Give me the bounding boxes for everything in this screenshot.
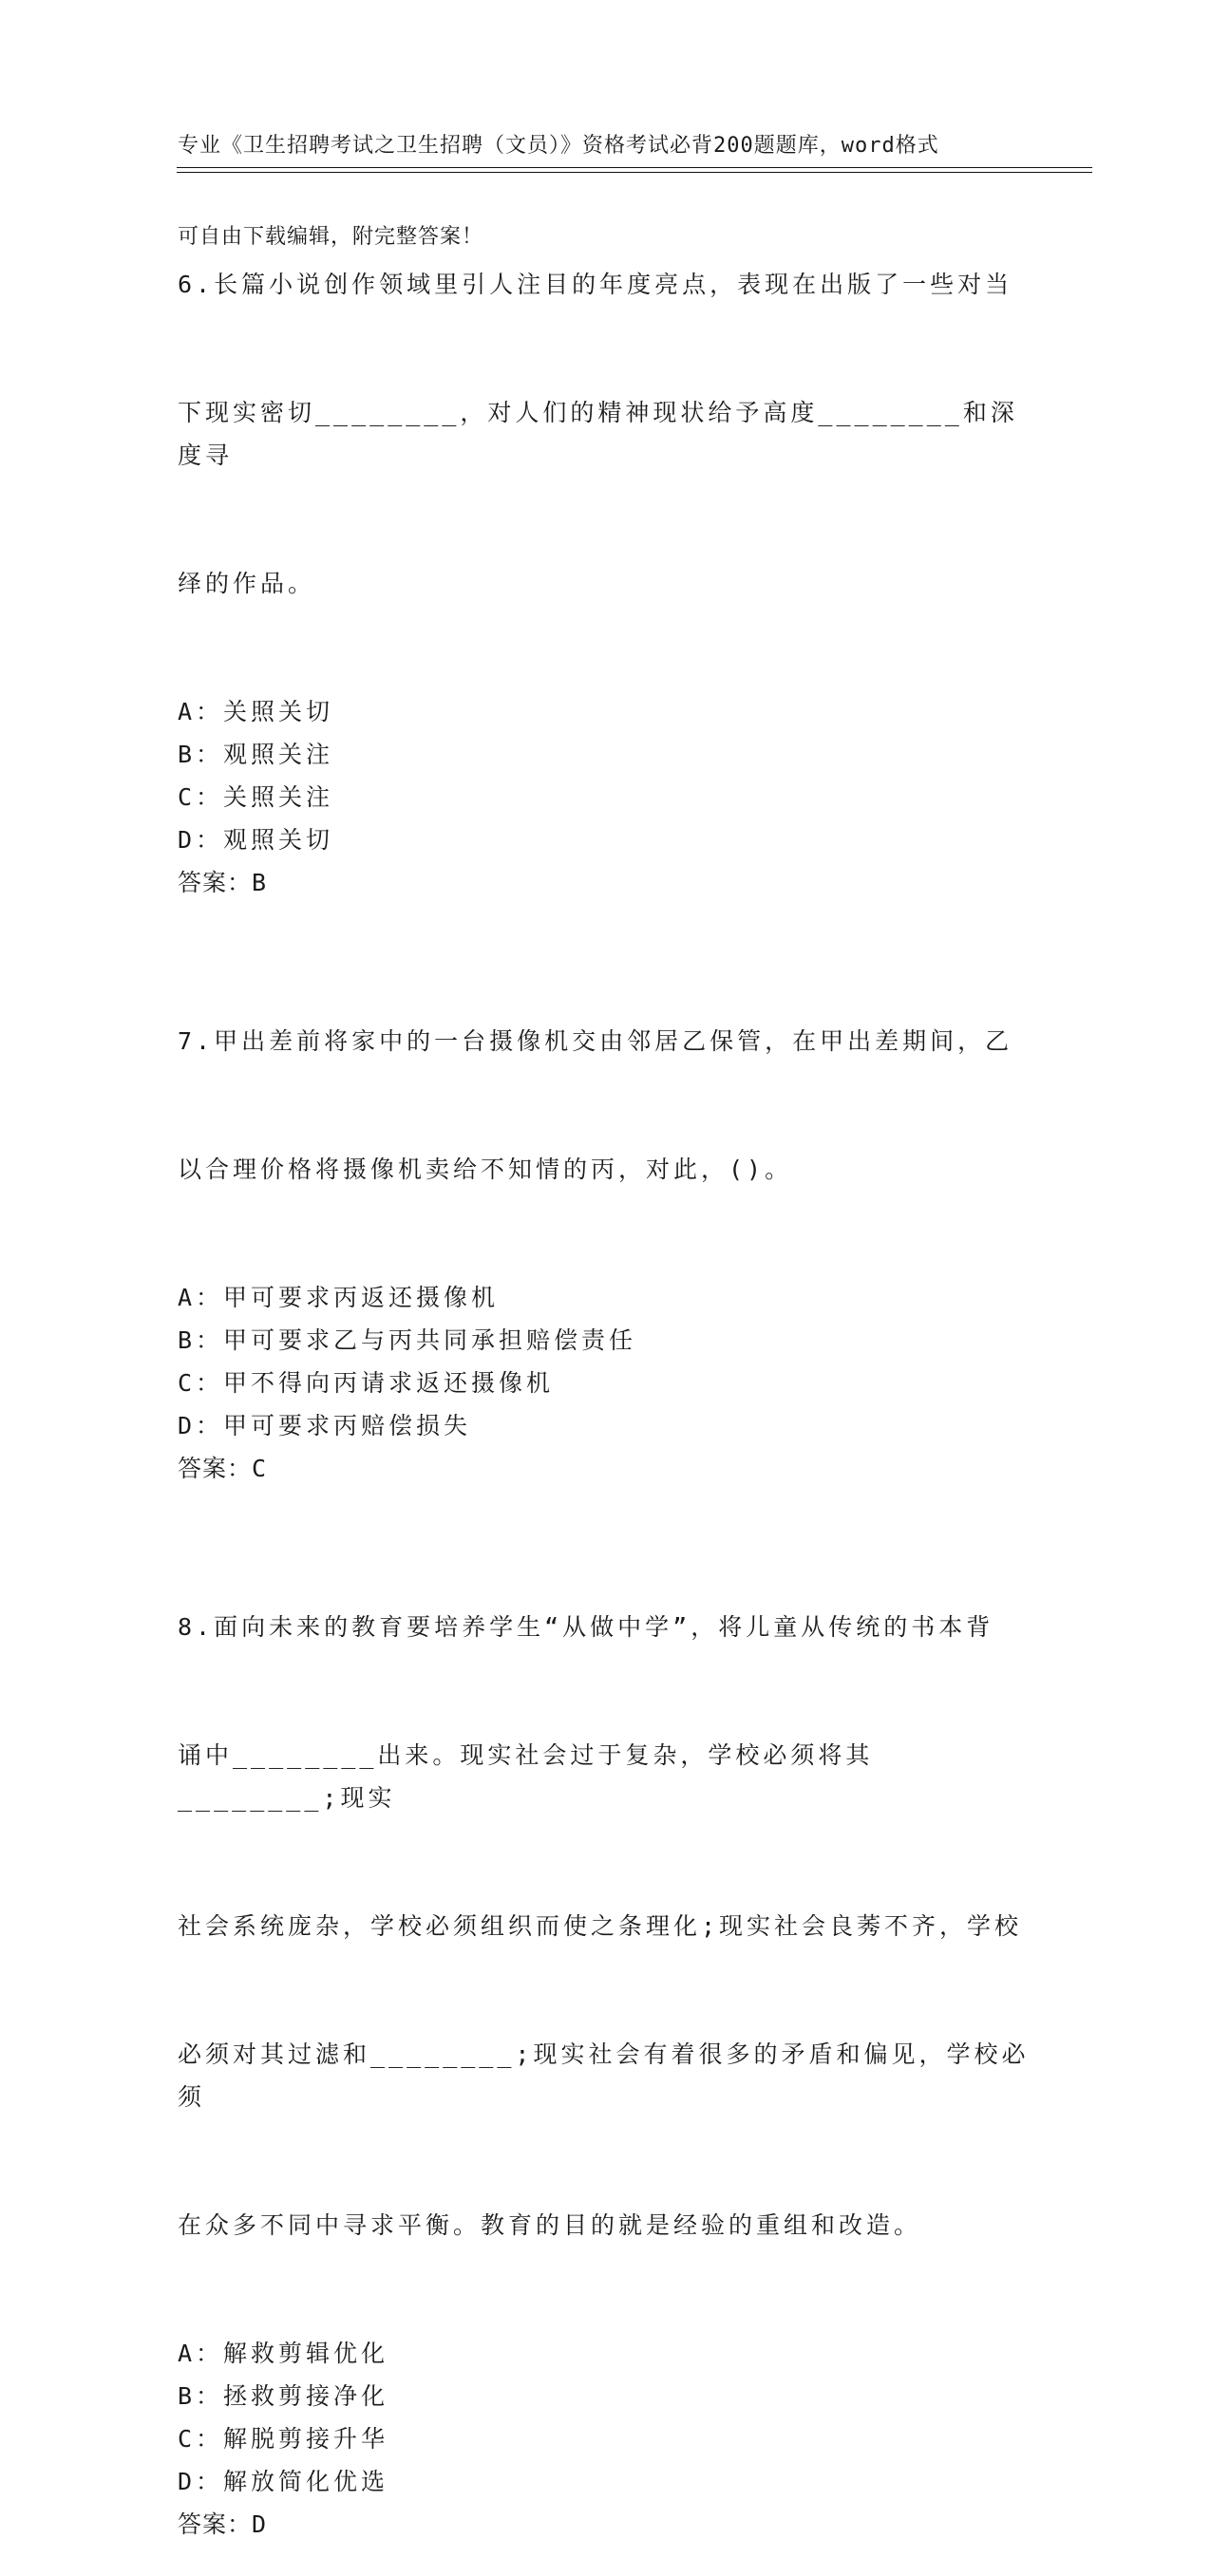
option-a: A：关照关切 [178,698,334,725]
option-a: A：甲可要求丙返还摄像机 [178,1284,500,1311]
stem-line: 诵中________出来。现实社会过于复杂，学校必须将其________;现实 [178,1741,874,1812]
stem-line: 社会系统庞杂，学校必须组织而使之条理化;现实社会良莠不齐，学校 [178,1912,1023,1940]
answer-label: 答案： [178,869,253,896]
answer [178,1447,1032,1490]
header-line-1: 专业《卫生招聘考试之卫生招聘（文员）》资格考试必背200题题库，word格式 [178,134,939,158]
stem-line: 必须对其过滤和________;现实社会有着很多的矛盾和偏见，学校必须 [178,2040,1030,2111]
answer-value: D [252,2510,268,2538]
question-8 [178,1520,1032,2546]
stem-line: 下现实密切________，对人们的精神现状给予高度________和深度寻 [178,399,1018,469]
stem-line: 在众多不同中寻求平衡。教育的目的就是经验的重组和改造。 [178,2211,922,2239]
answer-value: C [252,1455,268,1482]
option-d: D：解放简化优选 [178,2468,389,2495]
option-b: B：拯救剪接净化 [178,2382,389,2410]
header-divider-top [177,167,1092,168]
answer-value: B [252,869,268,896]
option-d: D：甲可要求丙赔偿损失 [178,1412,472,1439]
question-stem [178,1520,1032,2332]
stem-line: 绎的作品。 [178,570,316,597]
question-stem [178,178,1032,690]
option-d: D：观照关切 [178,826,334,854]
answer [178,2503,1032,2546]
answer-label: 答案： [178,2510,253,2538]
option-b: B：观照关注 [178,741,334,768]
option-b: B：甲可要求乙与丙共同承担赔偿责任 [178,1326,637,1354]
stem-line: 6.长篇小说创作领域里引人注目的年度亮点，表现在出版了一些对当 [178,271,1013,298]
question-6 [178,178,1032,904]
answer [178,861,1032,904]
option-c: C：关照关注 [178,783,334,811]
question-7 [178,934,1032,1490]
option-a: A：解救剪辑优化 [178,2340,389,2367]
question-list [178,178,1032,2576]
option-c: C：解脱剪接升华 [178,2425,389,2453]
question-stem [178,934,1032,1276]
option-c: C：甲不得向丙请求返还摄像机 [178,1369,555,1397]
header-line-2: 可自由下载编辑，附完整答案！ [178,225,484,249]
stem-line: 8.面向未来的教育要培养学生“从做中学”，将儿童从传统的书本背 [178,1613,994,1641]
header-divider-bottom [177,172,1092,173]
stem-line: 7.甲出差前将家中的一台摄像机交由邻居乙保管，在甲出差期间，乙 [178,1027,1013,1055]
stem-line: 以合理价格将摄像机卖给不知情的丙，对此，()。 [178,1156,793,1183]
answer-label: 答案： [178,1455,253,1482]
